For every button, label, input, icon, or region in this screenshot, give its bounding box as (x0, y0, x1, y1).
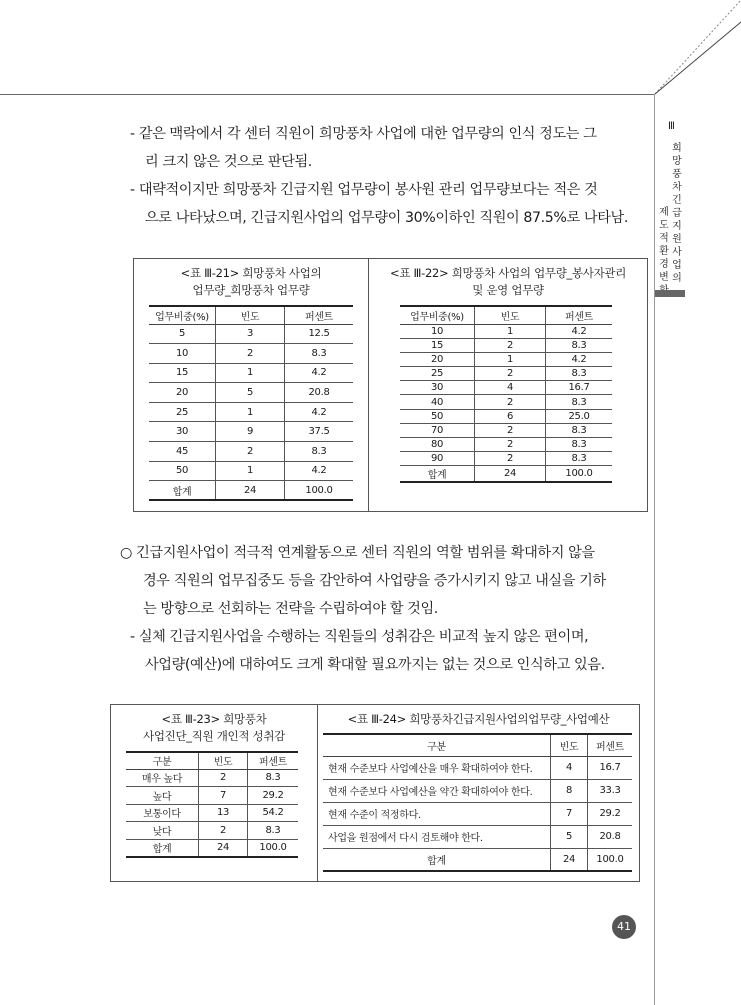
table-cell: 2 (199, 769, 248, 787)
table-cell: 5 (551, 825, 588, 848)
table-cell: 12.5 (285, 324, 354, 344)
table-row (149, 324, 353, 344)
table-cell: 24 (475, 466, 546, 483)
table-row (400, 423, 612, 437)
table-cell: 50 (149, 461, 216, 481)
table-row (400, 381, 612, 395)
table-cell: 7 (199, 787, 248, 805)
table-cell: 7 (551, 802, 588, 825)
table-cell: 100.0 (248, 839, 299, 857)
table-23-header: 퍼센트 (248, 752, 299, 769)
table-cell: 2 (216, 344, 285, 364)
table-cell: 3 (216, 324, 285, 344)
table-cell: 16.7 (546, 381, 613, 395)
table-cell: 1 (216, 363, 285, 383)
table-cell: 2 (475, 338, 546, 352)
table-cell: 8.3 (546, 367, 613, 381)
table-cell: 37.5 (285, 422, 354, 442)
table-total-row (149, 481, 353, 501)
table-22-caption-line-1: <표 Ⅲ-22> 희망풍차 사업의 업무량_봉사자관리 (390, 266, 626, 280)
table-row (400, 367, 612, 381)
table-23-header: 빈도 (199, 752, 248, 769)
table-21-block (134, 265, 368, 501)
table-cell: 29.2 (588, 802, 633, 825)
table-cell: 5 (149, 324, 216, 344)
table-cell: 20.8 (285, 383, 354, 403)
table-cell: 8.3 (546, 438, 613, 452)
table-cell: 25 (400, 367, 475, 381)
table-cell: 2 (475, 438, 546, 452)
table-cell: 45 (149, 442, 216, 462)
table-cell: 20.8 (588, 825, 633, 848)
table-row (149, 461, 353, 481)
table-total-row (323, 848, 632, 871)
table-cell: 8.3 (546, 423, 613, 437)
table-cell: 합계 (323, 848, 551, 871)
table-cell: 보통이다 (126, 804, 199, 822)
table-cell: 현재 수준이 적정하다. (323, 802, 551, 825)
table-cell: 100.0 (588, 848, 633, 871)
table-row (126, 769, 298, 787)
table-cell: 80 (400, 438, 475, 452)
intro-line-1: - 같은 맥락에서 각 센터 직원이 희망풍차 사업에 대한 업무량의 인식 정도는 그 (130, 126, 597, 142)
table-cell: 낮다 (126, 822, 199, 840)
table-cell: 90 (400, 452, 475, 466)
table-row (149, 383, 353, 403)
table-row (400, 338, 612, 352)
table-22-header: 업무비중(%) (400, 306, 475, 324)
table-row (323, 802, 632, 825)
table-cell: 1 (475, 324, 546, 338)
table-cell: 2 (475, 423, 546, 437)
table-cell: 16.7 (588, 756, 633, 779)
table-cell: 25.0 (546, 409, 613, 423)
table-cell: 4.2 (285, 363, 354, 383)
table-cell: 사업을 원점에서 다시 검토해야 한다. (323, 825, 551, 848)
table-cell: 2 (475, 395, 546, 409)
table-cell: 2 (199, 822, 248, 840)
table-cell: 4.2 (285, 461, 354, 481)
table-row (400, 409, 612, 423)
table-cell: 40 (400, 395, 475, 409)
table-row (126, 787, 298, 805)
table-cell: 8.3 (248, 769, 299, 787)
table-24 (323, 733, 632, 872)
table-cell: 15 (149, 363, 216, 383)
table-23-caption-line-1: <표 Ⅲ-23> 희망풍차 (161, 712, 267, 726)
table-21 (149, 305, 353, 501)
table-24-header: 빈도 (551, 734, 588, 756)
table-row (149, 422, 353, 442)
table-cell: 1 (216, 461, 285, 481)
table-23-block (111, 711, 317, 858)
table-cell: 33.3 (588, 779, 633, 802)
table-cell: 8.3 (285, 344, 354, 364)
table-total-row (400, 466, 612, 483)
table-22 (400, 305, 612, 483)
table-row (323, 756, 632, 779)
dash-line-1: - 실체 긴급지원사업을 수행하는 직원들의 성취감은 비교적 높지 않은 편이며, (130, 629, 589, 645)
table-cell: 10 (149, 344, 216, 364)
table-cell: 30 (400, 381, 475, 395)
table-row (149, 344, 353, 364)
table-cell: 2 (475, 452, 546, 466)
intro-line-3: - 대략적이지만 희망풍차 긴급지원 업무량이 봉사원 관리 업무량보다는 적은 것 (130, 182, 598, 198)
table-cell: 54.2 (248, 804, 299, 822)
table-cell: 4.2 (546, 324, 613, 338)
table-23-header: 구분 (126, 752, 199, 769)
table-cell: 20 (400, 352, 475, 366)
table-cell: 합계 (149, 481, 216, 501)
table-row (323, 779, 632, 802)
table-cell: 합계 (126, 839, 199, 857)
table-cell: 현재 수준보다 사업예산을 약간 확대하여야 한다. (323, 779, 551, 802)
table-cell: 8.3 (546, 338, 613, 352)
table-cell: 2 (475, 367, 546, 381)
table-22-header: 퍼센트 (546, 306, 613, 324)
table-row (323, 825, 632, 848)
table-cell: 8.3 (248, 822, 299, 840)
table-cell: 높다 (126, 787, 199, 805)
table-cell: 70 (400, 423, 475, 437)
table-cell: 4.2 (546, 352, 613, 366)
table-row (149, 442, 353, 462)
table-row (400, 438, 612, 452)
table-row (400, 395, 612, 409)
table-cell: 6 (475, 409, 546, 423)
table-23 (126, 751, 298, 858)
table-cell: 13 (199, 804, 248, 822)
table-cell: 10 (400, 324, 475, 338)
table-total-row (126, 839, 298, 857)
table-24-header: 퍼센트 (588, 734, 633, 756)
table-cell: 15 (400, 338, 475, 352)
header-rule (0, 94, 655, 95)
table-cell: 현재 수준보다 사업예산을 매우 확대하여야 한다. (323, 756, 551, 779)
table-21-caption-line-1: <표 Ⅲ-21> 희망풍차 사업의 (180, 266, 322, 280)
table-23-caption-line-2: 사업진단_직원 개인적 성취감 (143, 729, 285, 743)
table-row (400, 452, 612, 466)
chapter-title-line-1: 희 망 풍 차 긴 급 지 원 사 업 의 (672, 143, 682, 284)
table-row (126, 804, 298, 822)
table-21-header: 빈도 (216, 306, 285, 324)
table-cell: 50 (400, 409, 475, 423)
table-box-23-24 (110, 704, 640, 882)
chapter-tab-bar (655, 290, 685, 297)
table-cell: 100.0 (546, 466, 613, 483)
table-box-21-22 (133, 258, 648, 512)
table-21-header: 업무비중(%) (149, 306, 216, 324)
page-number: 41 (612, 915, 636, 939)
table-row (400, 324, 612, 338)
intro-line-4: 으로 나타났으며, 긴급지원사업의 업무량이 30%이하인 직원이 87.5%로 나타남. (145, 210, 628, 226)
table-21-header: 퍼센트 (285, 306, 354, 324)
table-cell: 매우 높다 (126, 769, 199, 787)
intro-line-2: 리 크지 않은 것으로 판단됨. (145, 154, 312, 170)
table-cell: 24 (216, 481, 285, 501)
table-cell: 합계 (400, 466, 475, 483)
chapter-side-tab (658, 122, 684, 302)
table-cell: 29.2 (248, 787, 299, 805)
table-row (400, 352, 612, 366)
table-cell: 30 (149, 422, 216, 442)
table-cell: 8.3 (546, 452, 613, 466)
table-cell: 25 (149, 402, 216, 422)
table-22-caption-line-2: 및 운영 업무량 (472, 283, 544, 297)
table-24-header: 구분 (323, 734, 551, 756)
table-cell: 8 (551, 779, 588, 802)
chapter-roman-numeral: Ⅲ (668, 121, 674, 132)
table-cell: 4 (475, 381, 546, 395)
chapter-title-line-2: 제 도 적 환 경 변 (659, 207, 669, 283)
table-row (126, 822, 298, 840)
table-cell: 8.3 (285, 442, 354, 462)
table-cell: 24 (551, 848, 588, 871)
table-22-header: 빈도 (475, 306, 546, 324)
table-row (149, 363, 353, 383)
table-cell: 4 (551, 756, 588, 779)
table-row (149, 402, 353, 422)
table-cell: 20 (149, 383, 216, 403)
table-cell: 9 (216, 422, 285, 442)
table-cell: 8.3 (546, 395, 613, 409)
dash-line-2: 사업량(예산)에 대하여도 크게 확대할 필요까지는 없는 것으로 인식하고 있음. (145, 657, 605, 673)
bullet-line-2: 경우 직원의 업무집중도 등을 감안하여 사업량을 증가시키지 않고 내실을 기하 (143, 573, 606, 589)
table-cell: 2 (216, 442, 285, 462)
table-21-caption-line-2: 업무량_희망풍차 업무량 (192, 283, 310, 297)
table-cell: 1 (475, 352, 546, 366)
table-24-block (318, 711, 639, 872)
bullet-line-3: 는 방향으로 선회하는 전략을 수립하여야 할 것임. (143, 601, 438, 617)
table-cell: 24 (199, 839, 248, 857)
margin-rule (654, 94, 655, 1005)
bullet-line-1: ○ 긴급지원사업이 적극적 연계활동으로 센터 직원의 역할 범위를 확대하지 않을 (120, 545, 595, 561)
table-cell: 5 (216, 383, 285, 403)
table-cell: 100.0 (285, 481, 354, 501)
table-22-block (369, 265, 647, 483)
table-24-caption: <표 Ⅲ-24> 희망풍차긴급지원사업의업무량_사업예산 (347, 712, 610, 726)
table-cell: 4.2 (285, 402, 354, 422)
table-cell: 1 (216, 402, 285, 422)
